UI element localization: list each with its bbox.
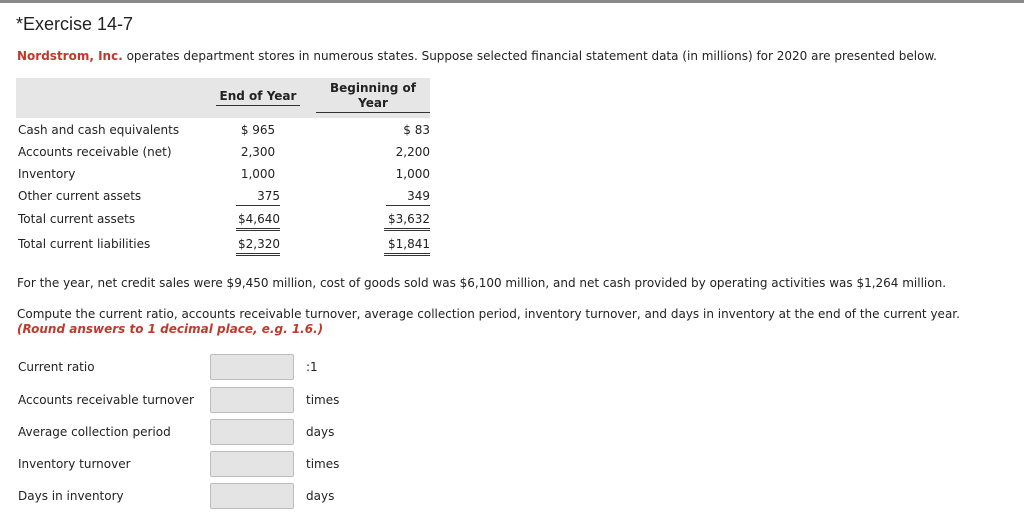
answer-unit: days bbox=[306, 489, 335, 503]
answer-label: Days in inventory bbox=[18, 489, 124, 503]
answer-unit: :1 bbox=[306, 360, 318, 374]
avg-collection-period-input[interactable] bbox=[210, 419, 294, 445]
table-row bbox=[16, 121, 430, 139]
intro-text bbox=[17, 49, 937, 63]
answer-unit: times bbox=[306, 393, 340, 407]
header-beginning-of-year: Beginning of Year bbox=[316, 81, 430, 113]
row-end-value: 2,300 bbox=[240, 145, 276, 159]
row-label: Total current liabilities bbox=[18, 237, 151, 251]
rounding-note: (Round answers to 1 decimal place, e.g. 1.6.) bbox=[17, 322, 324, 336]
row-label: Inventory bbox=[18, 167, 76, 181]
row-label: Total current assets bbox=[18, 212, 136, 226]
answer-label: Accounts receivable turnover bbox=[18, 393, 194, 407]
row-end-value: $2,320 bbox=[216, 235, 300, 256]
row-begin-value: 1,000 bbox=[395, 167, 430, 181]
row-label: Other current assets bbox=[18, 189, 142, 203]
row-end-value: $ 965 bbox=[240, 123, 276, 137]
table-row bbox=[16, 165, 430, 183]
exercise-title: *Exercise 14-7 bbox=[16, 14, 134, 34]
ar-turnover-input[interactable] bbox=[210, 387, 294, 413]
header-end-of-year: End of Year bbox=[216, 89, 300, 106]
table-row bbox=[16, 235, 430, 253]
row-label: Accounts receivable (net) bbox=[18, 145, 172, 159]
row-end-value: 375 bbox=[216, 187, 300, 206]
table-row bbox=[16, 187, 430, 205]
answer-label: Current ratio bbox=[18, 360, 95, 374]
table-row bbox=[16, 143, 430, 161]
row-begin-value: 2,200 bbox=[395, 145, 430, 159]
instructions-text: Compute the current ratio, accounts receivable turnover, average collection period, inventory turnover, and days in inventory at the end of the current year. bbox=[17, 307, 960, 321]
row-end-value: $4,640 bbox=[216, 210, 300, 231]
inventory-turnover-input[interactable] bbox=[210, 451, 294, 477]
answer-unit: times bbox=[306, 457, 340, 471]
current-ratio-input[interactable] bbox=[210, 354, 294, 380]
sales-info-text: For the year, net credit sales were $9,450 million, cost of goods sold was $6,100 million, and net cash provided by operating activities was $1,264 million. bbox=[17, 276, 947, 290]
row-end-value: 1,000 bbox=[240, 167, 276, 181]
answer-row-avg-collection-period bbox=[16, 419, 436, 447]
answer-row-days-in-inventory bbox=[16, 483, 436, 511]
table-row bbox=[16, 210, 430, 228]
row-begin-value: 349 bbox=[316, 187, 430, 206]
answer-row-current-ratio bbox=[16, 354, 436, 382]
days-in-inventory-input[interactable] bbox=[210, 483, 294, 509]
intro-body: operates department stores in numerous states. Suppose selected financial statement data (in millions) for 2020 are presented below. bbox=[122, 49, 937, 63]
company-name: Nordstrom, Inc. bbox=[17, 49, 123, 63]
top-divider bbox=[0, 0, 1024, 3]
answer-label: Average collection period bbox=[18, 425, 171, 439]
row-begin-value: $ 83 bbox=[403, 123, 430, 137]
answer-unit: days bbox=[306, 425, 335, 439]
row-begin-value: $1,841 bbox=[316, 235, 430, 256]
answer-label: Inventory turnover bbox=[18, 457, 131, 471]
answer-row-ar-turnover bbox=[16, 387, 436, 415]
row-begin-value: $3,632 bbox=[316, 210, 430, 231]
row-label: Cash and cash equivalents bbox=[18, 123, 180, 137]
answer-row-inventory-turnover bbox=[16, 451, 436, 479]
